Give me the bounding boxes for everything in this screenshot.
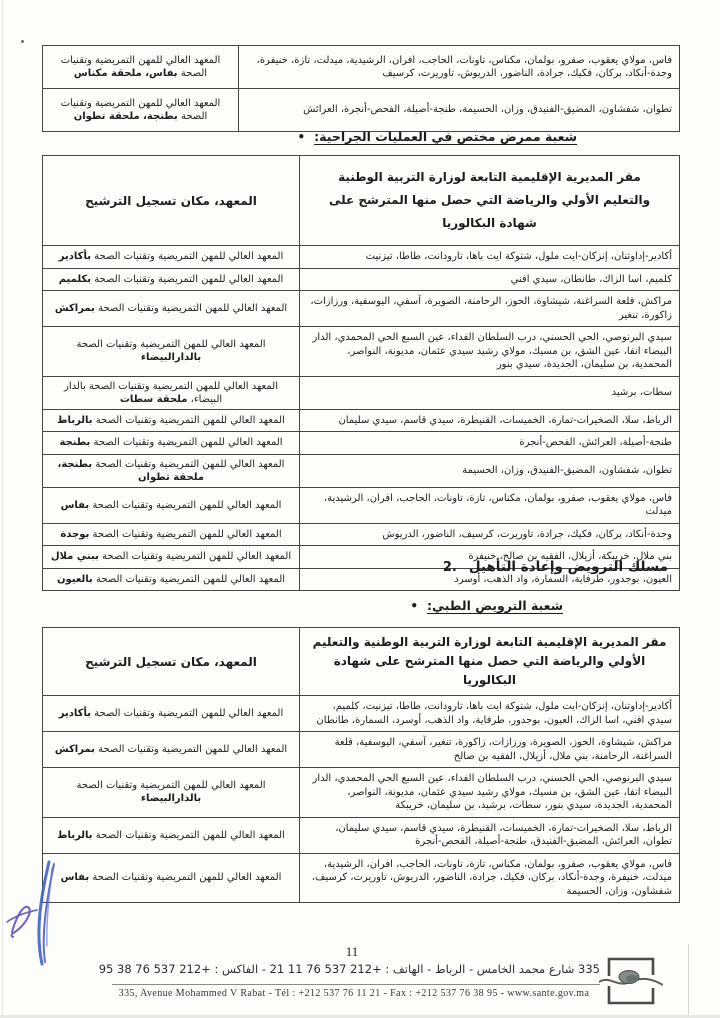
institute-cell: [43, 853, 300, 903]
institute-location-bold: بوجدة: [60, 528, 90, 540]
physiotherapy-branch-table: [42, 627, 680, 903]
institute-location-bold: بكلميم: [58, 273, 91, 285]
table-row: [43, 268, 680, 291]
institute-location-bold: بأكادير: [58, 251, 91, 263]
institute-name: المعهد العالي للمهن التمريضية وتقنيات الصحة: [94, 273, 284, 285]
cities-cell: مراكش، قلعة السراغنة، شيشاوة، الحوز، الرحامنة، الصويرة، آسفي، اليوسفية، ورزازات، زاكورة، تنغير: [300, 291, 680, 327]
page-number: 11: [345, 944, 359, 959]
institute-name: المعهد العالي للمهن التمريضية وتقنيات الصحة بالدار البيضاء،: [64, 380, 278, 405]
table-row: [43, 454, 680, 487]
institute-name: المعهد العالي للمهن التمريضية وتقنيات الصحة: [76, 780, 266, 792]
table-row: [43, 409, 680, 432]
cities-cell: كلميم، اسا الزاك، طانطان، سيدي افني: [300, 268, 680, 291]
institute-name: المعهد العالي للمهن التمريضية وتقنيات الصحة: [98, 744, 288, 755]
institute-name: المعهد العالي للمهن التمريضية وتقنيات الصحة: [102, 551, 292, 563]
institute-cell: [43, 696, 300, 732]
institute-cell: [43, 568, 300, 591]
table-header-row: [43, 628, 680, 696]
cities-cell: فاس، مولاي يعقوب، صفرو، بولمان، مكناس، تاونات، الحاجب، افران، الرشيدية، ميدلت، تازة، خنيفرة، وجدة-أنكاد، بركان، فكيك، جرادة، الناضور، الدريوش، تاوريرت، كرسيف: [239, 46, 680, 89]
table-row: [43, 327, 680, 377]
institute-location-bold: بالعيون: [56, 573, 93, 585]
institute-name: المعهد العالي للمهن التمريضية وتقنيات الصحة: [95, 829, 285, 841]
institute-name: المعهد العالي للمهن التمريضية وتقنيات الصحة: [92, 499, 282, 511]
institute-cell: [43, 409, 300, 432]
footer-address-french: 335, Avenue Mohammed V Rabat - Tél : +212 537 76 11 21 - Fax : +212 537 76 38 95 - www.sante.gov.ma: [118, 988, 590, 999]
institute-location-bold: بالدارالبيضاء: [140, 352, 202, 364]
institute-cell: [43, 523, 300, 546]
institute-cell: [43, 432, 300, 455]
cities-cell: تطوان، شفشاون، المضيق-الفنيدق، وزان، الحسيمة، طنجة-أصيلة، الفحص-أنجرة، العرائش: [239, 89, 680, 132]
section-number: 2.: [442, 560, 457, 575]
footer-address-arabic: 335 شارع محمد الخامس - الرباط - الهاتف : +212 537 76 11 21 - الفاكس : +212 537 76 38 95: [98, 962, 600, 976]
institute-cell: [43, 268, 300, 291]
table-row: [43, 768, 680, 818]
section-2-heading: [443, 559, 668, 575]
institute-location-bold: بالرباط: [57, 414, 93, 426]
column-header-institute: المعهد، مكان تسجيل الترشيح: [43, 156, 300, 246]
cities-cell: وجدة-أنكاد، بركان، فكيك، جرادة، تاوريرت، كرسيف، الناضور، الدريوش: [300, 523, 680, 546]
institute-location-bold: بفاس، ملحقة مكناس: [73, 68, 178, 79]
table-row: [43, 696, 680, 732]
institute-location-bold: بأكادير: [58, 708, 91, 719]
pen-scribble-mark: [0, 850, 70, 980]
cities-cell: تطوان، شفشاون، المضيق-الفنيدق، وزان، الحسيمة: [300, 454, 680, 487]
cities-cell: طنجة-أصيلة، العرائش، الفحص-أنجرة: [300, 432, 680, 455]
column-header-directorate: مقر المديرية الإقليمية التابعة لوزارة التربية الوطنية والتعليم الأولي والرياضة التي حصل منها المترشح على شهادة البكالوريا: [300, 156, 680, 246]
bullet-heading-text: شعبة الترويض الطبي:: [426, 598, 563, 613]
institute-cell: [43, 732, 300, 768]
bullet-heading-surgical-branch: [297, 129, 577, 144]
cities-cell: العيون، بوجدور، طرفاية، السمارة، واد الذهب، أوسرد: [300, 568, 680, 591]
institute-name: المعهد العالي للمهن التمريضية وتقنيات الصحة: [95, 573, 286, 585]
institute-location-bold: بطنجة، ملحقة تطوان: [57, 458, 204, 483]
table-row: [43, 89, 680, 132]
cities-cell: فاس، مولاي يعقوب، صفرو، بولمان، مكناس، تازة، تاونات، الحاجب، افران، الرشيدية، ميدلت، خنيفرة، وجدة-أنكاد، بركان، فكيك، جرادة، الناضور، الدريوش، تاوريرت، كرسيف، شفشاون، وزان، الحسيمة: [300, 853, 680, 903]
institute-location-bold: ببني ملال: [50, 551, 99, 563]
footer-divider: [112, 984, 600, 985]
institute-cell: [43, 89, 239, 132]
institute-cell: [43, 487, 300, 523]
cities-cell: سطات، برشيد: [300, 376, 680, 409]
column-header-institute: المعهد، مكان تسجيل الترشيح: [43, 628, 300, 696]
bullet-heading-text: شعبة ممرض مختص في العمليات الجراحية:: [314, 129, 577, 144]
institute-cell: [43, 46, 239, 89]
table-row: [43, 523, 680, 546]
cities-cell: سيدي البرنوصي، الحي الحسني، درب السلطان الفداء، عين السبع الحي المحمدي، الدار البيضاء انفا، عين الشق، بن مسيك، مولاي رشيد سيدي عثمان، مديونة، النواصر، المحمدية، بن سليمان، الجديدة، سيدي بنور: [300, 327, 680, 377]
table-row: [43, 853, 680, 903]
institute-location-bold: بالرباط: [57, 829, 93, 841]
institute-location-bold: ملحقة سطات: [119, 393, 188, 405]
cities-cell: بني ملال، خريبكة، أزيلال، الفقيه بن صالح، خنيفرة: [300, 546, 680, 569]
table-row: [43, 487, 680, 523]
institute-cell: [43, 768, 300, 818]
cities-cell: سيدي البرنوصي، الحي الحسني، درب السلطان الفداء، عين السبع الحي المحمدي، الدار البيضاء انفا، عين الشق، بن مسيك، مولاي رشيد سيدي عثمان، مديونة، النواصر، المحمدية، الجديدة، سيدي بنور، سطات، برشيد، بن سليمان، خريبكة: [300, 768, 680, 818]
institute-location-bold: بفاس: [60, 499, 90, 511]
bullet-icon: •: [297, 130, 306, 144]
table-header-row: [43, 156, 680, 246]
institute-location-bold: بمراكش: [54, 744, 95, 755]
institute-name: المعهد العالي للمهن التمريضية وتقنيات الصحة: [76, 339, 266, 351]
cities-cell: أكادير-إداوتنان، إنزكان-ايت ملول، شتوكة ايت باها، تارودانت، طاطا، تيزنيت: [300, 246, 680, 269]
institute-name: المعهد العالي للمهن التمريضية وتقنيات الصحة: [94, 708, 284, 719]
institute-name: المعهد العالي للمهن التمريضية وتقنيات الصحة: [94, 251, 284, 263]
table-row: [43, 732, 680, 768]
institute-location-bold: بطنجة: [59, 437, 91, 449]
bullet-heading-physiotherapy-branch: [410, 598, 563, 613]
table-row: [43, 432, 680, 455]
institute-name: المعهد العالي للمهن التمريضية وتقنيات الصحة: [95, 458, 285, 470]
table-row: [43, 291, 680, 327]
ministry-of-health-eye-logo-icon: [599, 951, 663, 1011]
cities-cell: أكادير-إداوتنان، إنزكان-ايت ملول، شتوكة ايت باها، تارودانت، طاطا، تيزنيت، كلميم، سيدي افني، اسا الزاك، العيون، بوجدور، طرفاية، واد الذهب، أوسرد، السمارة، طانطان: [300, 696, 680, 732]
continuation-table: [42, 45, 680, 132]
institute-cell: [43, 291, 300, 327]
institute-location-bold: بالدارالبيضاء: [140, 793, 202, 805]
cities-cell: الرباط، سلا، الصخيرات-تمارة، الخميسات، القنيطرة، سيدي قاسم، سيدي سليمان: [300, 409, 680, 432]
institute-location-bold: بمراكش: [54, 303, 95, 314]
section-title: مسلك الترويض وإعادة التأهيل: [468, 559, 668, 575]
institute-location-bold: بطنجة، ملحقة تطوان: [73, 111, 178, 122]
table-row: [43, 246, 680, 269]
institute-cell: [43, 817, 300, 853]
institute-name: المعهد العالي للمهن التمريضية وتقنيات الصحة: [92, 528, 282, 540]
institute-name: المعهد العالي للمهن التمريضية وتقنيات الصحة: [60, 55, 221, 79]
institute-name: المعهد العالي للمهن التمريضية وتقنيات الصحة: [98, 303, 288, 314]
table-row: [43, 46, 680, 89]
institute-name: المعهد العالي للمهن التمريضية وتقنيات الصحة: [93, 437, 283, 449]
ink-dot: [21, 40, 24, 43]
institute-location-bold: بفاس: [60, 872, 90, 884]
cities-cell: فاس، مولاي يعقوب، صفرو، بولمان، مكناس، تازة، تاونات، الحاجب، افران، الرشيدية، ميدلت: [300, 487, 680, 523]
institute-cell: [43, 246, 300, 269]
institute-cell: [43, 454, 300, 487]
institute-cell: [43, 327, 300, 377]
cities-cell: الرباط، سلا، الصخيرات-تمارة، الخميسات، القنيطرة، سيدي قاسم، سيدي سليمان، تطوان، العرائش، المضيق-الفنيدق، طنجة-أصيلة، الفحص-أنجرة: [300, 817, 680, 853]
institute-cell: [43, 376, 300, 409]
institute-name: المعهد العالي للمهن التمريضية وتقنيات الصحة: [60, 98, 221, 122]
table-row: [43, 817, 680, 853]
table-row: [43, 376, 680, 409]
institute-name: المعهد العالي للمهن التمريضية وتقنيات الصحة: [92, 872, 282, 884]
institute-cell: [43, 546, 300, 569]
cities-cell: مراكش، شيشاوة، الحوز، الصويرة، ورزازات، زاكورة، تنغير، آسفي، اليوسفية، قلعة السراغنة، الرحامنة، بني ملال، أزيلال، الفقيه بن صالح: [300, 732, 680, 768]
surgical-branch-table: [42, 155, 680, 591]
bullet-icon: •: [410, 599, 418, 613]
column-header-directorate: مقر المديرية الإقليمية التابعة لوزارة التربية الوطنية والتعليم الأولي والرياضة التي حصل منها المترشح على شهادة البكالوريا: [300, 628, 680, 696]
institute-name: المعهد العالي للمهن التمريضية وتقنيات الصحة: [95, 414, 285, 426]
